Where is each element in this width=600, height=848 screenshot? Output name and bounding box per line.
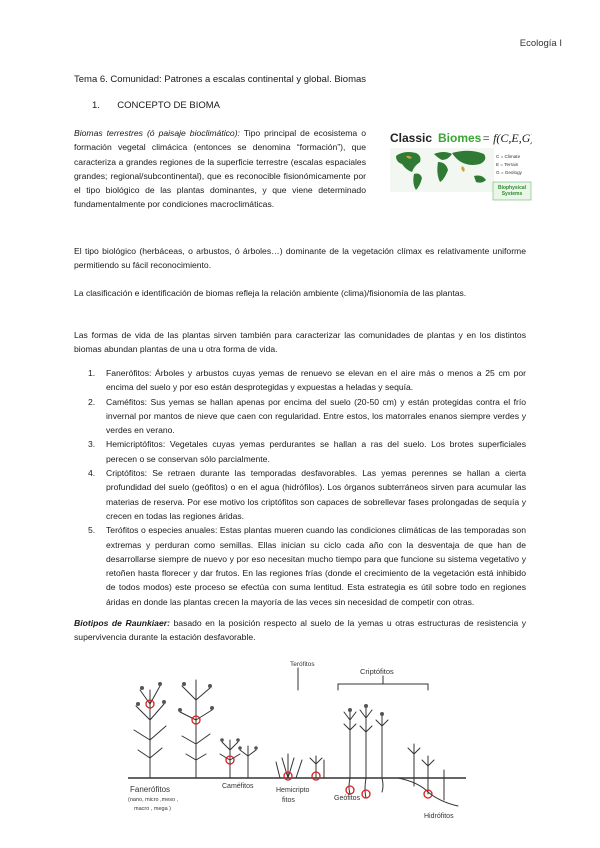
course-header: Ecología I [519,38,562,49]
label-terofitos: Terófitos [290,661,315,668]
paragraph-1: El tipo biológico (herbáceas, o arbustos, ó árboles…) dominante de la vegetación clímax es relativamente uniforme permitiendo su fácil reconocimiento. [74,246,526,271]
list-item: 1. Fanerófitos: Árboles y arbustos cuyas yemas de renuevo se elevan en el aire más o menos a 25 cm por encima del suelo y por eso están desprotegidas y expuestas a heladas y sequía. [88,368,526,393]
cryptophyte-bracket [338,684,428,690]
section-heading [92,100,220,111]
legend-climate: C = Climate [496,154,521,159]
legend-terrain: E = Terrain [496,162,519,167]
label-fanerofitos: Fanerófitos [130,785,171,794]
hydrophyte-plants [408,744,444,800]
biomes-title-b: Biomes [438,131,482,145]
raunkiaer-drawing [128,660,466,830]
label-hemicripto-2: fitos [282,797,295,804]
raunkiaer-paragraph [74,616,526,645]
label-fanerofitos-sub2: macro , mega ) [134,806,171,812]
bud-markers [146,700,432,798]
paragraph-2: La clasificación e identificación de biomas refleja la relación ambiente (clima)/fisionomía de las plantas. [74,288,467,298]
page-title: Tema 6. Comunidad: Patrones a escalas continental y global. Biomas [74,74,367,85]
classic-biomes-graphic [386,126,532,206]
label-hidrofitos: Hidrófitos [424,813,454,820]
list-item: 5. Terófitos o especies anuales: Estas plantas mueren cuando las condiciones climáticas de las temporadas son extremas y perduran como semillas. Ellas inician su ciclo cada año con la desventaja de que han de desarrollarse siempre de nuevo y por eso necesitan mucho tiempo para que funcione su sistema vegetativo y retoñen hasta florecer y dar frutos. En las regiones frías (donde el crecimiento de la vegetación está inhibido de todos modos) este proceso se efectúa con suma lentitud. Esta estrategia es útil sobre todo en regiones áridas en donde las plantas crecen la mayoría de las veces sin necesidad de competir con otras. [88,525,526,607]
definition-text: Tipo principal de ecosistema o formación vegetal climácica (entonces se denomina “formación”), que caracteriza a grandes regiones de la superficie terrestre (escalas espaciales grandes; regional/subcontinental), que es reconocible fisionómicamente por el tipo biológico de las plantas dominantes, y que viene determinado fundamentalmente por condiciones macroclimáticas. [74,128,366,210]
raunkiaer-lead: Biotipos de Raunkiaer: [74,618,170,628]
biomes-title-a: Classic [390,131,433,145]
legend-geology: G = Geology [496,170,522,175]
raunkiaer-text: basado en la posición respecto al suelo de la yemas u otras estructuras de resistencia y supervivencia durante la estación desfavorable. [74,618,526,643]
list-item: 2. Caméfitos: Sus yemas se hallan apenas por encima del suelo (20-50 cm) y están protegidas contra el frío invernal por mantos de nieve que caen con regularidad. Entre estos, los matorrales enanos siempre verdes y verdes en verano. [88,396,526,436]
raunkiaer-figure [128,660,466,830]
label-camefitos: Caméfitos [222,783,254,790]
biophysical-badge: Biophysical Systems [497,185,527,197]
section-title: CONCEPTO DE BIOMA [117,100,220,111]
world-map-icon [390,148,494,192]
label-fanerofitos-sub1: (nano, micro ,meso , [128,797,179,803]
list-item: 4. Criptófitos: Se retraen durante las temporadas desfavorables. Las yemas perennes se hallan a cierta profundidad del suelo (geófitos) o en el agua (hidrófilos). Los órganos subterráneos sirven para acumular las materias de reserva. Por ese motivo los criptófitos son capaces de sobrellevar fases prolongadas de sequía y crecen en todas las regiones áridas. [88,468,526,521]
paragraph-3: Las formas de vida de las plantas sirven también para caracterizar las comunidades de plantas y en los distintos biomas abundan plantas de una u otra forma de vida. [74,330,526,355]
biomes-formula: = f(C,E,G) [482,131,532,145]
biome-definition [74,126,366,212]
label-criptofitos: Criptófitos [360,667,394,676]
geophyte-plants [344,708,388,778]
life-forms-list [88,366,526,609]
label-geofitos: Geófitos [334,795,361,802]
label-hemicripto: Hemicripto [276,787,310,794]
section-number: 1. [92,100,100,111]
classic-biomes-figure [386,126,532,206]
chamaephyte-shrubs [220,740,256,778]
list-item: 3. Hemicriptófitos: Vegetales cuyas yemas perdurantes se hallan a ras del suelo. Los brotes superficiales perecen o se conservan sólo parcialmente. [88,439,526,464]
definition-lead: Biomas terrestres (ó paisaje bioclimático): [74,128,240,138]
phanerophyte-tree-2 [180,680,212,778]
hemicryptophyte-grass [276,754,302,778]
